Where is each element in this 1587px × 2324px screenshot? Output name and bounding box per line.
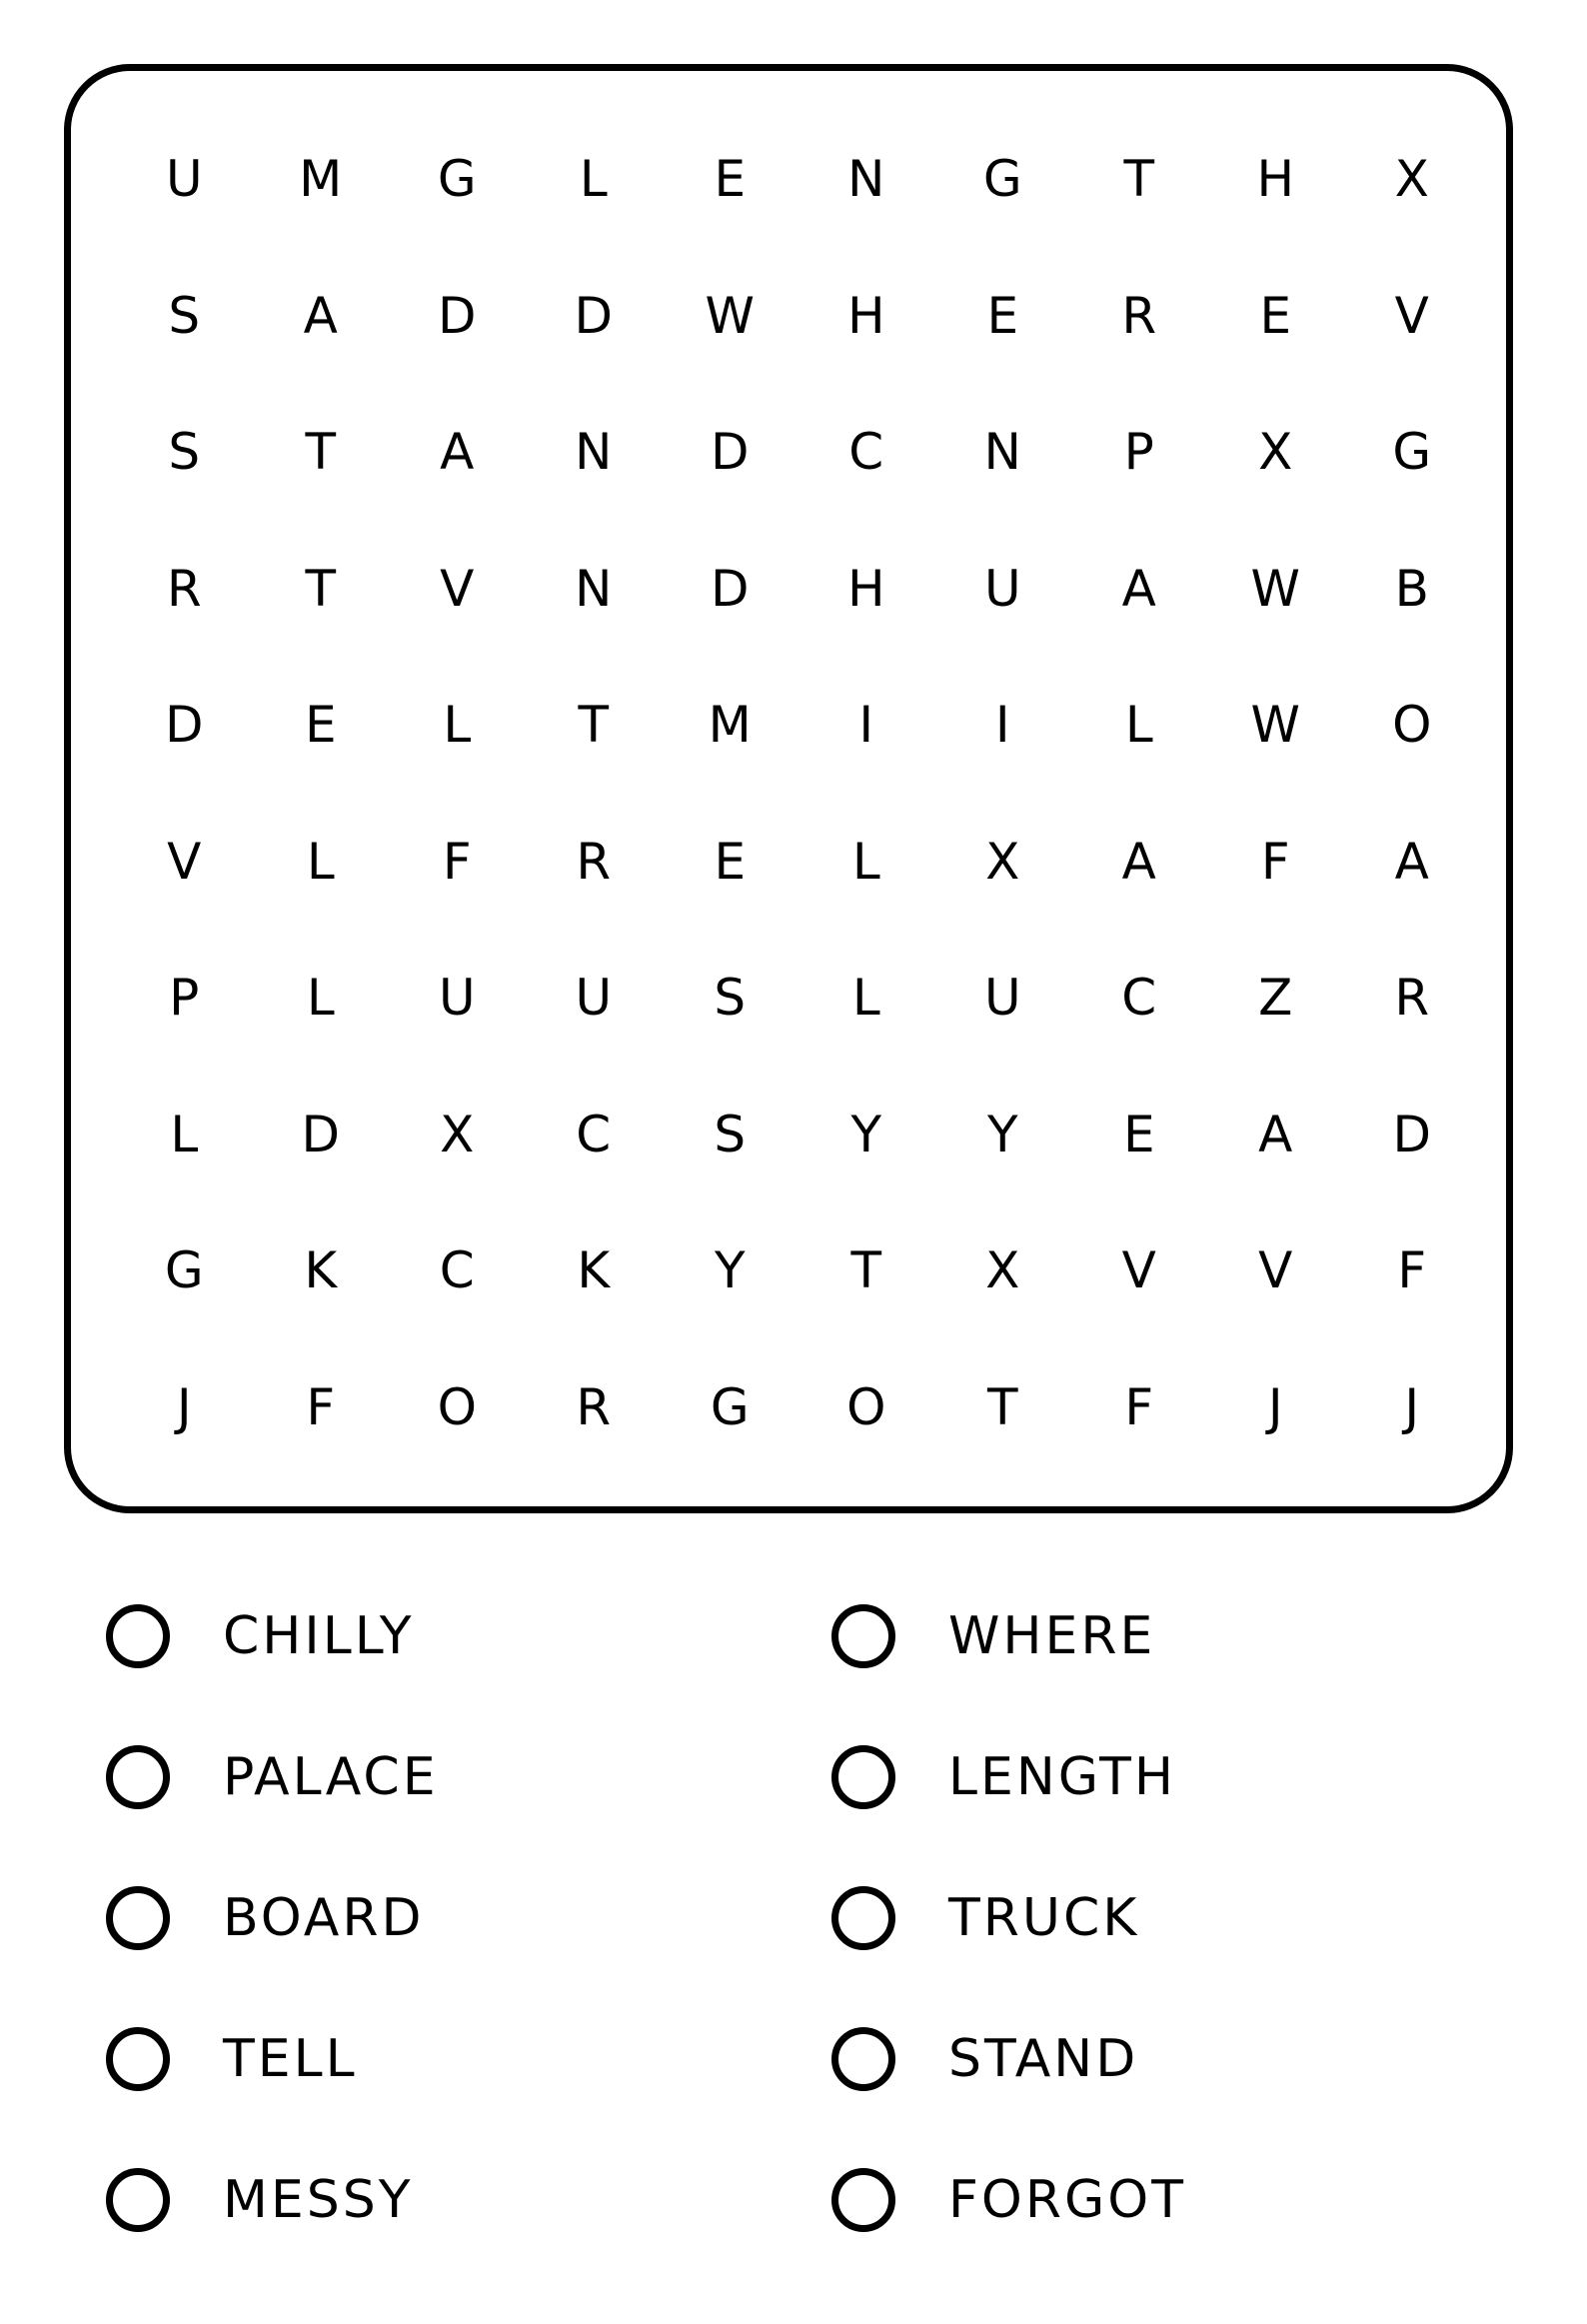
grid-cell[interactable]: H bbox=[846, 559, 885, 618]
grid-cell[interactable]: U bbox=[438, 969, 476, 1028]
grid-cell[interactable]: H bbox=[1256, 150, 1295, 209]
grid-cell[interactable]: D bbox=[710, 559, 750, 618]
grid-cell[interactable]: F bbox=[1124, 1377, 1154, 1436]
grid-cell[interactable]: G bbox=[1392, 423, 1432, 482]
word-item-tell[interactable] bbox=[106, 1988, 831, 2129]
grid-cell[interactable]: W bbox=[1250, 696, 1300, 755]
grid-cell[interactable]: L bbox=[851, 832, 880, 891]
grid-cell[interactable]: L bbox=[443, 696, 472, 755]
grid-cell[interactable]: Y bbox=[714, 1241, 746, 1300]
grid-cell[interactable]: X bbox=[1394, 150, 1429, 209]
grid-cell[interactable]: I bbox=[994, 696, 1010, 755]
grid-cell[interactable]: B bbox=[1394, 559, 1429, 618]
word-checkbox[interactable] bbox=[831, 2027, 895, 2091]
grid-cell[interactable]: N bbox=[847, 150, 885, 209]
grid-cell[interactable]: A bbox=[303, 286, 338, 345]
grid-cell[interactable]: R bbox=[1121, 286, 1157, 345]
word-item-chilly[interactable] bbox=[106, 1565, 831, 1706]
word-label: PALACE bbox=[223, 1746, 439, 1807]
grid-cell[interactable]: L bbox=[579, 150, 608, 209]
grid-cell[interactable]: T bbox=[305, 559, 337, 618]
grid-cell[interactable]: F bbox=[306, 1377, 336, 1436]
word-checkbox[interactable] bbox=[106, 1745, 170, 1809]
grid-cell[interactable]: V bbox=[167, 832, 202, 891]
grid-cell[interactable]: T bbox=[305, 423, 337, 482]
grid-cell[interactable]: E bbox=[714, 150, 747, 209]
grid-cell[interactable]: G bbox=[710, 1377, 750, 1436]
word-label: FORGOT bbox=[948, 2169, 1186, 2230]
grid-cell[interactable]: E bbox=[1122, 1105, 1155, 1163]
grid-cell[interactable]: X bbox=[985, 832, 1020, 891]
puzzle-grid-frame bbox=[64, 64, 1513, 1513]
grid-cell[interactable]: F bbox=[442, 832, 472, 891]
grid-cell[interactable]: X bbox=[1258, 423, 1293, 482]
grid-cell[interactable]: D bbox=[164, 696, 204, 755]
grid-cell[interactable]: O bbox=[1392, 696, 1432, 755]
grid-cell[interactable]: L bbox=[170, 1105, 199, 1163]
grid-cell[interactable]: Y bbox=[986, 1105, 1018, 1163]
grid-cell[interactable]: L bbox=[306, 969, 335, 1028]
grid-cell[interactable]: U bbox=[575, 969, 613, 1028]
grid-cell[interactable]: V bbox=[440, 559, 475, 618]
grid-cell[interactable]: J bbox=[1267, 1377, 1283, 1436]
word-checkbox[interactable] bbox=[831, 2168, 895, 2232]
grid-cell[interactable]: A bbox=[440, 423, 475, 482]
grid-cell[interactable]: T bbox=[850, 1241, 882, 1300]
grid-cell[interactable]: V bbox=[1258, 1241, 1293, 1300]
word-label: MESSY bbox=[223, 2169, 414, 2230]
word-label: TELL bbox=[223, 2028, 358, 2089]
word-label: LENGTH bbox=[948, 1746, 1177, 1807]
grid-cell[interactable]: J bbox=[176, 1377, 192, 1436]
word-list bbox=[106, 1565, 1505, 2265]
grid-cell[interactable]: S bbox=[168, 286, 201, 345]
word-label: TRUCK bbox=[948, 1887, 1140, 1948]
grid-cell[interactable]: E bbox=[714, 832, 747, 891]
grid-cell[interactable]: C bbox=[439, 1241, 475, 1300]
grid-cell[interactable]: N bbox=[983, 423, 1021, 482]
grid-cell[interactable]: L bbox=[1124, 696, 1153, 755]
grid-cell[interactable]: R bbox=[1394, 969, 1430, 1028]
word-checkbox[interactable] bbox=[831, 1604, 895, 1668]
word-label: BOARD bbox=[223, 1887, 425, 1948]
grid-cell[interactable]: L bbox=[851, 969, 880, 1028]
grid-cell[interactable]: U bbox=[983, 559, 1021, 618]
word-label: WHERE bbox=[948, 1605, 1156, 1666]
grid-cell[interactable]: M bbox=[299, 150, 343, 209]
grid-cell[interactable]: A bbox=[1121, 832, 1156, 891]
grid-cell[interactable]: J bbox=[1404, 1377, 1420, 1436]
grid-cell[interactable]: G bbox=[437, 150, 477, 209]
grid-cell[interactable]: N bbox=[575, 423, 613, 482]
word-checkbox[interactable] bbox=[831, 1745, 895, 1809]
grid-cell[interactable]: U bbox=[983, 969, 1021, 1028]
grid-cell[interactable]: Z bbox=[1258, 969, 1293, 1028]
grid-cell[interactable]: D bbox=[710, 423, 750, 482]
grid-cell[interactable]: L bbox=[306, 832, 335, 891]
word-checkbox[interactable] bbox=[831, 1886, 895, 1950]
grid-cell[interactable]: R bbox=[576, 1377, 612, 1436]
grid-cell[interactable]: O bbox=[846, 1377, 886, 1436]
grid-cell[interactable]: S bbox=[714, 1105, 747, 1163]
word-checkbox[interactable] bbox=[106, 2027, 170, 2091]
grid-cell[interactable]: X bbox=[440, 1105, 475, 1163]
grid-cell[interactable]: S bbox=[168, 423, 201, 482]
word-label: STAND bbox=[948, 2028, 1139, 2089]
grid-cell[interactable]: R bbox=[576, 832, 612, 891]
grid-cell[interactable]: C bbox=[848, 423, 884, 482]
grid-cell[interactable]: H bbox=[846, 286, 885, 345]
grid-cell[interactable]: D bbox=[1392, 1105, 1431, 1163]
grid-cell[interactable]: F bbox=[1397, 1241, 1427, 1300]
word-item-messy[interactable] bbox=[106, 2129, 831, 2270]
word-item-palace[interactable] bbox=[106, 1706, 831, 1847]
letter-grid bbox=[116, 111, 1480, 1475]
grid-cell[interactable]: R bbox=[166, 559, 202, 618]
grid-cell[interactable]: A bbox=[1121, 559, 1156, 618]
word-item-length[interactable] bbox=[831, 1706, 1505, 1847]
grid-cell[interactable]: D bbox=[437, 286, 477, 345]
grid-cell[interactable]: O bbox=[437, 1377, 477, 1436]
grid-cell[interactable]: P bbox=[1123, 423, 1154, 482]
word-item-board[interactable] bbox=[106, 1847, 831, 1988]
grid-cell[interactable]: Y bbox=[850, 1105, 882, 1163]
word-label: CHILLY bbox=[223, 1605, 415, 1666]
grid-cell[interactable]: K bbox=[577, 1241, 611, 1300]
grid-cell[interactable]: N bbox=[575, 559, 613, 618]
grid-cell[interactable]: A bbox=[1258, 1105, 1293, 1163]
grid-cell[interactable]: G bbox=[982, 150, 1022, 209]
grid-cell[interactable]: E bbox=[986, 286, 1019, 345]
grid-cell[interactable]: C bbox=[576, 1105, 612, 1163]
grid-cell[interactable]: T bbox=[1123, 150, 1155, 209]
grid-cell[interactable]: C bbox=[1121, 969, 1157, 1028]
grid-cell[interactable]: D bbox=[574, 286, 613, 345]
grid-cell[interactable]: V bbox=[1121, 1241, 1156, 1300]
grid-cell[interactable]: P bbox=[169, 969, 200, 1028]
grid-cell[interactable]: T bbox=[986, 1377, 1018, 1436]
grid-cell[interactable]: G bbox=[164, 1241, 204, 1300]
grid-cell[interactable]: K bbox=[304, 1241, 338, 1300]
grid-cell[interactable]: U bbox=[165, 150, 203, 209]
grid-cell[interactable]: D bbox=[301, 1105, 340, 1163]
word-checkbox[interactable] bbox=[106, 1886, 170, 1950]
word-checkbox[interactable] bbox=[106, 1604, 170, 1668]
grid-cell[interactable]: M bbox=[708, 696, 752, 755]
grid-cell[interactable]: A bbox=[1394, 832, 1429, 891]
grid-cell[interactable]: W bbox=[1250, 559, 1300, 618]
grid-cell[interactable]: F bbox=[1260, 832, 1290, 891]
grid-cell[interactable]: X bbox=[985, 1241, 1020, 1300]
word-checkbox[interactable] bbox=[106, 2168, 170, 2232]
word-item-truck[interactable] bbox=[831, 1847, 1505, 1988]
grid-cell[interactable]: E bbox=[1259, 286, 1292, 345]
word-item-stand[interactable] bbox=[831, 1988, 1505, 2129]
grid-cell[interactable]: T bbox=[578, 696, 610, 755]
grid-cell[interactable]: V bbox=[1394, 286, 1429, 345]
grid-cell[interactable]: E bbox=[304, 696, 337, 755]
grid-cell[interactable]: S bbox=[714, 969, 747, 1028]
grid-cell[interactable]: I bbox=[858, 696, 874, 755]
grid-cell[interactable]: W bbox=[705, 286, 755, 345]
word-item-where[interactable] bbox=[831, 1565, 1505, 1706]
word-item-forgot[interactable] bbox=[831, 2129, 1505, 2270]
